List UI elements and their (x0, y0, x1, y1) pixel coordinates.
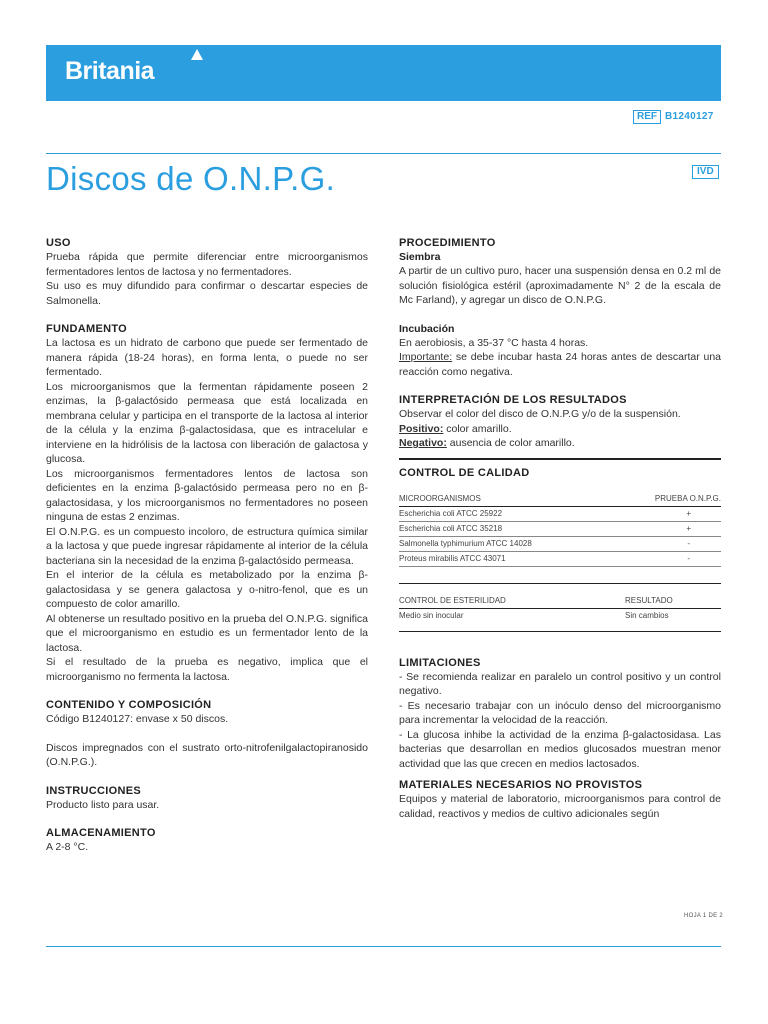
result-cell: + (600, 521, 721, 536)
table-row (399, 551, 721, 566)
limitaciones-text: - Se recomienda realizar en paralelo un control positivo y un control negativo. (399, 670, 721, 697)
procedimiento-heading: PROCEDIMIENTO (399, 237, 496, 249)
uso-text: Prueba rápida que permite diferenciar entre microorganismos fermentadores lentos de lactosa y no fermentadores. (46, 251, 368, 278)
organism-cell: Proteus mirabilis ATCC 43071 (399, 551, 600, 566)
incubacion-subheading: Incubación (399, 322, 455, 335)
column-header: PRUEBA O.N.P.G. (600, 490, 721, 507)
negativo-label: Negativo: (399, 437, 447, 449)
right-column (399, 236, 721, 821)
fundamento-heading: FUNDAMENTO (46, 323, 128, 335)
organism-cell: Escherichia coli ATCC 25922 (399, 506, 600, 521)
limitaciones-heading: LIMITACIONES (399, 656, 481, 669)
page-title: Discos de O.N.P.G. (46, 160, 336, 197)
importante-text (399, 350, 721, 379)
instrucciones-heading: INSTRUCCIONES (46, 784, 141, 797)
negativo-body: ausencia de color amarillo. (446, 437, 575, 449)
ref-code (633, 110, 714, 124)
sterility-table (399, 592, 721, 623)
column-header: RESULTADO (625, 592, 721, 609)
control-heading: CONTROL DE CALIDAD (399, 466, 530, 479)
fundamento-text: El O.N.P.G. es un compuesto incoloro, de estructura química similar a la lactosa y que puede ingresar rápidamente al interior de la célula bacteriana sin la necesidad de la enzima β-galactósido permeasa. (46, 525, 368, 567)
almacenamiento-text: A 2-8 °C. (46, 841, 89, 853)
result-cell: - (600, 551, 721, 566)
table-row (399, 608, 721, 623)
limitaciones-text: - La glucosa inhibe la actividad de la enzima β-galactosidasa. Las bacterias que desarrollan en medios glucosados muestran menor actividad que las que crecen en medios lactosados. (399, 728, 721, 770)
ivd-badge: IVD (692, 165, 719, 179)
importante-body: se debe incubar hasta 24 horas antes de descartar una reacción como negativa. (399, 351, 721, 378)
positivo-label: Positivo: (399, 422, 444, 435)
uso-text: Su uso es muy difundido para confirmar o descartar especies de Salmonella. (46, 280, 368, 307)
almacenamiento-heading: ALMACENAMIENTO (46, 827, 156, 839)
column-header: CONTROL DE ESTERILIDAD (399, 592, 625, 609)
fundamento-text: Los microorganismos fermentadores lentos de lactosa son deficientes en la enzima β-galactósido permeasa pero no en β-galactosidasa, y los microorganismos no fermentadores no poseen ninguna de estas 2 enzimas. (46, 467, 368, 523)
page-number: HOJA 1 DE 2 (684, 913, 723, 919)
table-header-row (399, 592, 721, 609)
sterility-result-cell: Sin cambios (625, 610, 669, 620)
negativo-text (399, 436, 721, 451)
contenido-text: Discos impregnados con el sustrato orto-nitrofenilgalactopiranosido (O.N.P.G.). (46, 741, 368, 768)
contenido-text: Código B1240127: envase x 50 discos. (46, 713, 229, 725)
fundamento-text: En el interior de la célula es metabolizado por la enzima β-galactosidasa y se genera galactosa y o-nitro-fenol, que es un compuesto de color amarillo. (46, 569, 368, 610)
table-row (399, 536, 721, 551)
result-cell: - (600, 536, 721, 551)
incubacion-text: En aerobiosis, a 35-37 °C hasta 4 horas. (399, 336, 589, 349)
top-divider (46, 153, 721, 154)
header-banner (46, 45, 721, 101)
left-column (46, 236, 368, 855)
table-header-row (399, 490, 721, 507)
column-header: MICROORGANISMOS (399, 490, 600, 507)
positivo-body: color amarillo. (443, 422, 512, 435)
ref-number: B1240127 (665, 111, 714, 122)
brand-logo: Britania (65, 57, 155, 85)
fundamento-text: La lactosa es un hidrato de carbono que puede ser fermentado de manera rápida (18-24 horas), en forma lenta, o puede no ser fermentado. (46, 337, 368, 378)
result-cell: + (600, 506, 721, 521)
quality-control-table (399, 490, 721, 567)
organism-cell: Salmonella typhimurium ATCC 14028 (399, 536, 600, 551)
instrucciones-text: Producto listo para usar. (46, 798, 160, 811)
table-row (399, 506, 721, 521)
contenido-heading: CONTENIDO Y COMPOSICIÓN (46, 699, 212, 711)
ref-label: REF (633, 110, 661, 124)
uso-heading: USO (46, 237, 71, 249)
interpretacion-text: Observar el color del disco de O.N.P.G y/o de la suspensión. (399, 408, 681, 420)
bottom-divider (46, 946, 721, 947)
quality-control-box (399, 458, 721, 632)
siembra-subheading: Siembra (399, 251, 441, 263)
materiales-heading: MATERIALES NECESARIOS NO PROVISTOS (399, 779, 643, 791)
importante-label: Importante: (399, 351, 453, 363)
fundamento-text: Al obtenerse un resultado positivo en la prueba del O.N.P.G. significa que el microorganismo en estudio es un fermentador lento de la lactosa. (46, 612, 368, 654)
table-row (399, 521, 721, 536)
siembra-text: A partir de un cultivo puro, hacer una suspensión densa en 0.2 ml de solución fisiológica estéril (aproximadamente N° 2 de la escala de Mc Farland), y agregar un disco de O.N.P.G. (399, 265, 721, 306)
sterility-cell: Medio sin inocular (399, 610, 464, 620)
organism-cell: Escherichia coli ATCC 35218 (399, 521, 600, 536)
positivo-text (399, 422, 721, 437)
materiales-text: Equipos y material de laboratorio, microorganismos para control de calidad, reactivos y medios de cultivo adicionales según (399, 793, 721, 820)
interpretacion-heading: INTERPRETACIÓN DE LOS RESULTADOS (399, 394, 627, 406)
limitaciones-text: - Es necesario trabajar con un inóculo denso del microorganismo para incrementar la velocidad de la reacción. (399, 699, 721, 726)
fundamento-text: Los microorganismos que la fermentan rápidamente poseen 2 enzimas, la β-galactósido permeasa que está localizada en membrana celular y participa en el transporte de la lactosa al interior de la célula y la enzima β-galactosidasa, que es intracelular e interviene en la hidrólisis de la lactosa con liberación de galactosa y glucosa. (46, 380, 368, 465)
fundamento-text: Si el resultado de la prueba es negativo, implica que el microorganismo no fermenta la lactosa. (46, 656, 368, 683)
logo-triangle-icon (191, 49, 203, 60)
